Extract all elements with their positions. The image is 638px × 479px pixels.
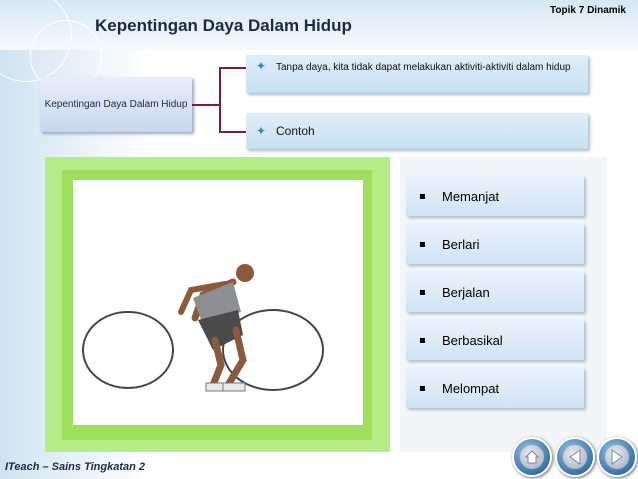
arrow-right-icon xyxy=(605,445,629,469)
bullet-square-icon xyxy=(420,194,425,199)
example-item-label: Memanjat xyxy=(442,188,500,204)
example-box xyxy=(246,113,588,149)
example-item xyxy=(406,368,584,408)
example-item-label: Berjalan xyxy=(442,284,490,300)
example-item xyxy=(406,320,584,360)
statement-box xyxy=(246,55,588,93)
bullet-square-icon xyxy=(420,290,425,295)
bullet-square-icon xyxy=(420,242,425,247)
example-item xyxy=(406,176,584,216)
topic-label: Topik 7 Dinamik xyxy=(550,5,626,16)
home-button[interactable] xyxy=(512,437,552,477)
athlete-leg xyxy=(213,340,221,385)
home-icon xyxy=(520,445,544,469)
example-item-label: Berlari xyxy=(442,236,480,252)
page-title: Kepentingan Daya Dalam Hidup xyxy=(95,16,352,35)
example-item-label: Berbasikal xyxy=(442,332,503,348)
example-item xyxy=(406,272,584,312)
connector-line xyxy=(192,104,220,106)
bullet-square-icon xyxy=(420,338,425,343)
connector-line xyxy=(219,131,247,133)
wheel-left xyxy=(83,312,173,388)
footer-credit: ITeach – Sains Tingkatan 2 xyxy=(5,461,145,473)
concept-box: Kepentingan Daya Dalam Hidup xyxy=(40,77,192,132)
statement-text: Tanpa daya, kita tidak dapat melakukan aktiviti-aktiviti dalam hidup xyxy=(276,62,571,73)
athlete-head xyxy=(236,264,254,282)
example-item-label: Melompat xyxy=(442,380,500,396)
arrow-left-icon xyxy=(563,445,587,469)
star-bullet-icon: ✦ xyxy=(256,59,267,73)
example-item xyxy=(406,224,584,264)
bullet-square-icon xyxy=(420,386,425,391)
connector-line xyxy=(219,67,221,133)
previous-button[interactable] xyxy=(555,437,595,477)
connector-line xyxy=(219,67,247,69)
example-label: Contoh xyxy=(276,124,315,138)
next-button[interactable] xyxy=(597,437,637,477)
athlete-photo xyxy=(73,180,363,425)
athlete-illustration xyxy=(73,180,363,425)
athlete-shoe xyxy=(223,383,245,391)
star-bullet-icon: ✦ xyxy=(256,124,267,138)
